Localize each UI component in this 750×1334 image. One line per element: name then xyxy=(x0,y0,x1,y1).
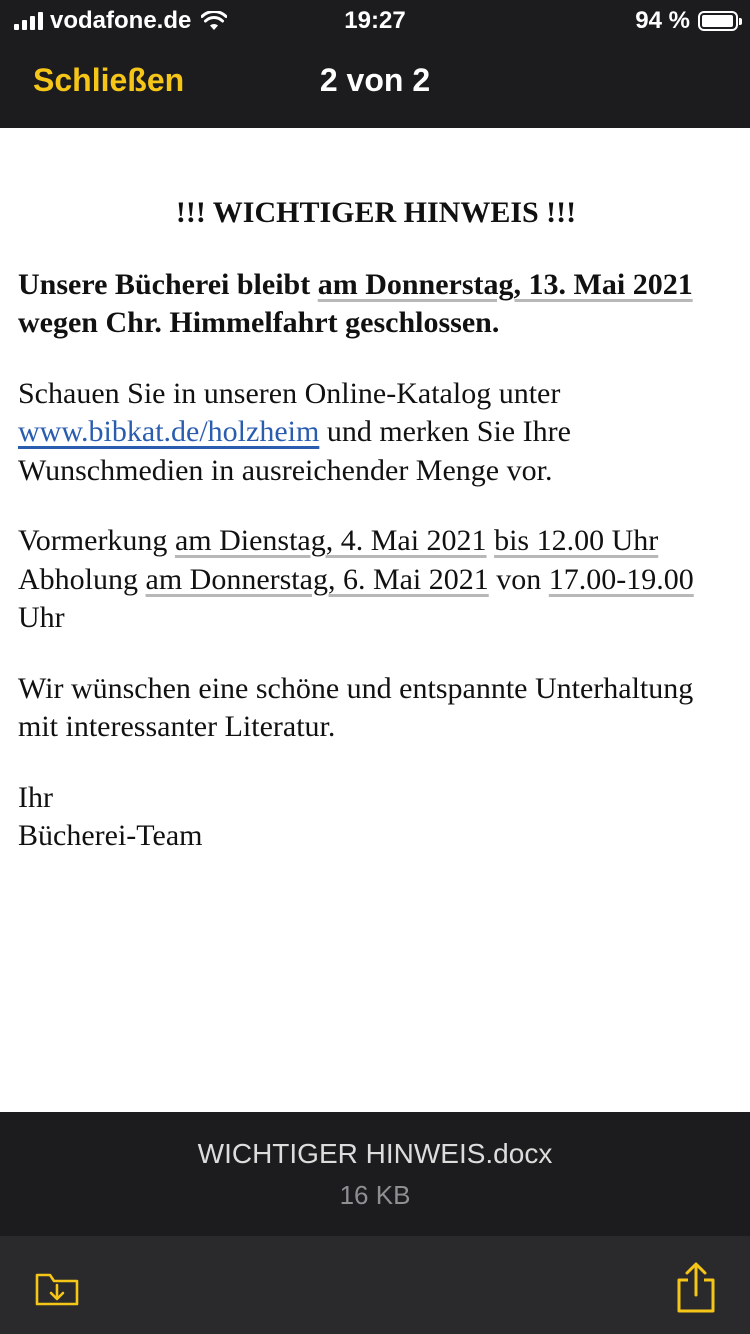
save-to-files-icon xyxy=(34,1270,80,1308)
catalog-link[interactable]: www.bibkat.de/holzheim xyxy=(18,415,320,448)
reservation-line: Vormerkung am Dienstag, 4. Mai 2021 bis 12.00 Uhr xyxy=(18,524,659,557)
reservation-deadline: bis 12.00 Uhr xyxy=(494,524,659,557)
share-icon xyxy=(674,1262,718,1314)
close-button[interactable]: Schließen xyxy=(33,62,185,98)
document-preview[interactable] xyxy=(0,128,750,1112)
battery-percentage: 94 % xyxy=(635,7,690,34)
save-to-files-button[interactable] xyxy=(34,1270,80,1313)
bottom-toolbar xyxy=(0,1236,750,1334)
document-title: !!! WICHTIGER HINWEIS !!! xyxy=(175,196,577,229)
file-info-panel xyxy=(0,1112,750,1236)
closing-line-1: Ihr xyxy=(18,780,53,814)
wishes-paragraph: Wir wünschen eine schöne und entspannte Unterhaltung mit interessanter Literatur. xyxy=(18,671,694,743)
top-bar xyxy=(0,0,750,128)
pickup-time: 17.00-19.00 xyxy=(548,562,694,596)
battery-icon xyxy=(698,11,738,31)
closing-line-2: Bücherei-Team xyxy=(18,819,203,852)
reservation-date: am Dienstag, 4. Mai 2021 xyxy=(174,524,487,557)
schedule-paragraph xyxy=(18,522,734,638)
file-name: WICHTIGER HINWEIS.docx xyxy=(197,1138,553,1169)
status-right xyxy=(635,6,738,36)
file-size: 16 KB xyxy=(339,1180,411,1210)
pickup-line: Abholung am Donnerstag, 6. Mai 2021 von 17.00-19.00 Uhr xyxy=(18,562,694,634)
document-content xyxy=(18,194,734,888)
status-time: 19:27 xyxy=(344,7,406,34)
pickup-date: am Donnerstag, 6. Mai 2021 xyxy=(145,562,489,596)
page-indicator: 2 von 2 xyxy=(319,62,431,98)
catalog-paragraph: Schauen Sie in unseren Online-Katalog unter www.bibkat.de/holzheim und merken Sie Ihre Wunschmedien in ausreichender Menge vor. xyxy=(18,376,571,487)
closure-notice-paragraph: Unsere Bücherei bleibt am Donnerstag, 13. Mai 2021 wegen Chr. Himmelfahrt geschlossen. xyxy=(18,267,693,339)
share-button[interactable] xyxy=(674,1262,718,1319)
closing-paragraph xyxy=(18,779,734,856)
closure-date: am Donnerstag, 13. Mai 2021 xyxy=(317,267,693,301)
carrier-name: vodafone.de xyxy=(50,7,192,34)
